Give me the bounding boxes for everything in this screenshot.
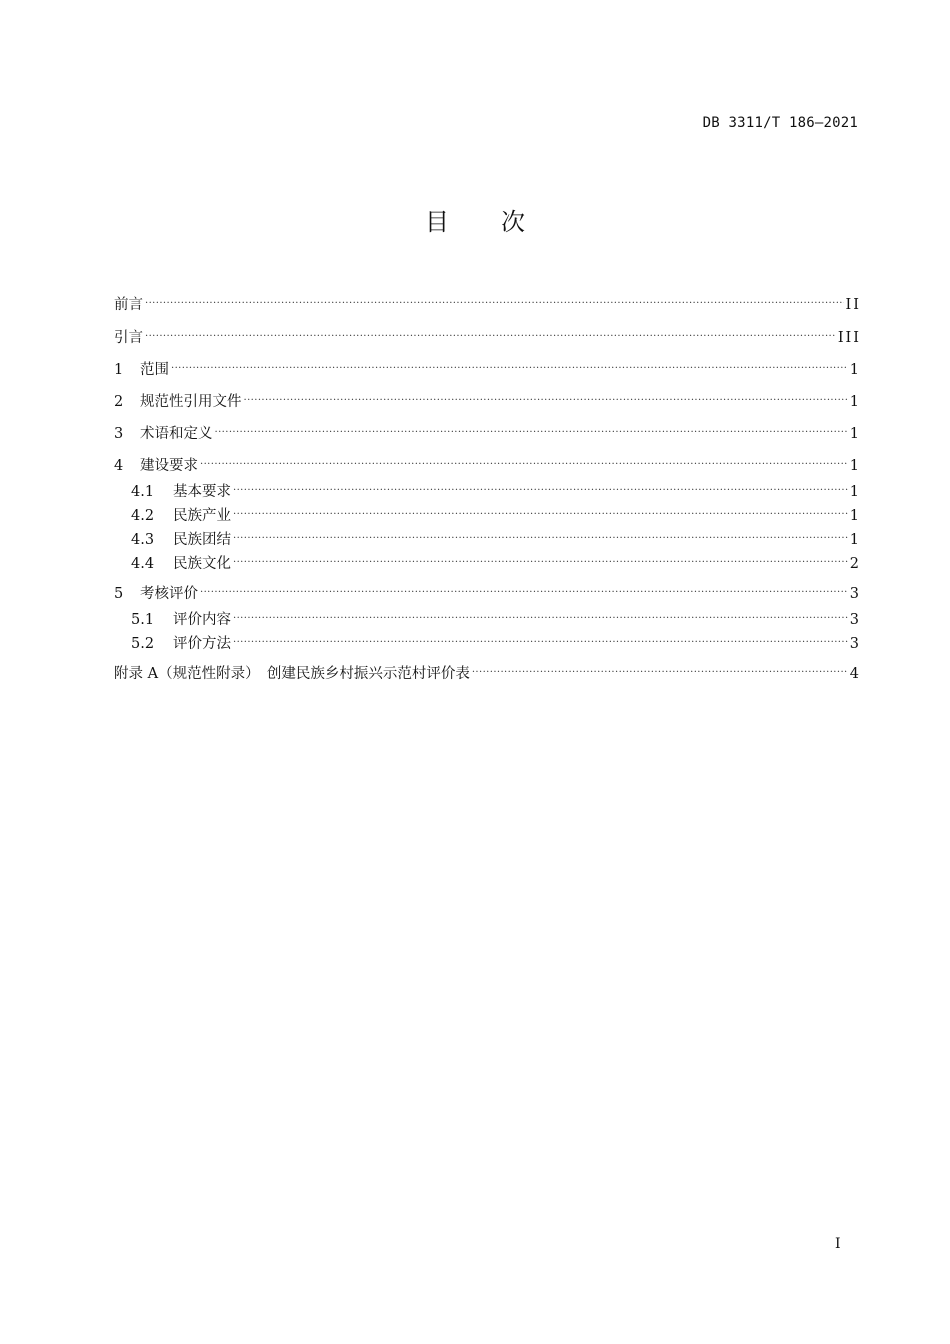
toc-leader-dots [233,600,848,624]
toc-entry-evaluation-method[interactable] [131,624,861,652]
page-number: I [835,1236,841,1252]
toc-entry-number: 2 [114,394,124,410]
toc-entry-number: 4.3 [131,532,155,548]
toc-entry-number: 5 [114,586,124,602]
toc-leader-dots [233,624,848,648]
toc-entry-introduction[interactable] [114,318,861,346]
toc-entry-basic-requirements[interactable] [131,472,861,500]
toc-entry-text: 引言 [114,330,143,346]
toc-leader-dots [215,414,848,438]
toc-entry-number: 5.1 [131,612,155,628]
toc-entry-text: 民族文化 [173,556,231,572]
toc-leader-dots [233,544,848,568]
toc-entry-number: 4.2 [131,508,155,524]
toc-entry-foreword[interactable] [114,285,861,313]
toc-entry-evaluation-content[interactable] [131,600,861,628]
toc-entry-page: 1 [849,484,861,500]
toc-leader-dots [244,382,848,406]
standard-code: DB 3311/T 186—2021 [702,115,858,131]
toc-leader-dots [233,520,848,544]
toc-leader-dots [200,446,848,470]
toc-entry-text: 民族产业 [173,508,231,524]
toc-entry-number: 4 [114,458,124,474]
toc-leader-dots [145,285,844,309]
toc-entry-terms-definitions[interactable] [114,414,861,442]
toc-entry-page: 1 [849,394,861,410]
toc-entry-number: 3 [114,426,124,442]
toc-entry-text: 基本要求 [173,484,231,500]
toc-entry-text: 规范性引用文件 [140,394,242,410]
toc-entry-text: 前言 [114,297,143,313]
toc-entry-ethnic-industry[interactable] [131,496,861,524]
toc-entry-text: 术语和定义 [140,426,213,442]
toc-entry-text: 评价内容 [173,612,231,628]
toc-entry-number: 5.2 [131,636,155,652]
toc-entry-page: 3 [849,636,861,652]
toc-entry-page: 1 [849,426,861,442]
toc-entry-text: 民族团结 [173,532,231,548]
toc-leader-dots [472,654,848,678]
toc-entry-number: 4.4 [131,556,155,572]
toc-entry-page: 4 [849,666,861,682]
toc-entry-assessment-evaluation[interactable] [114,574,861,602]
toc-entry-text: 评价方法 [173,636,231,652]
toc-entry-scope[interactable] [114,350,861,378]
toc-entry-text: 考核评价 [140,586,198,602]
toc-title [0,202,950,237]
toc-title-char-1: 目 [425,208,449,236]
toc-entry-normative-references[interactable] [114,382,861,410]
toc-entry-text: 建设要求 [140,458,198,474]
toc-entry-page: II [845,297,861,313]
toc-entry-page: 1 [849,458,861,474]
toc-entry-page: 3 [849,612,861,628]
toc-entry-text: 范围 [140,362,169,378]
toc-entry-page: 3 [849,586,861,602]
toc-entry-number: 4.1 [131,484,155,500]
toc-leader-dots [233,496,848,520]
toc-entry-appendix-a[interactable] [114,654,861,682]
toc-entry-ethnic-culture[interactable] [131,544,861,572]
toc-leader-dots [171,350,848,374]
toc-entry-text: 附录 A（规范性附录） 创建民族乡村振兴示范村评价表 [114,666,470,682]
toc-entry-page: 1 [849,532,861,548]
toc-leader-dots [233,472,848,496]
toc-entry-page: 1 [849,362,861,378]
toc-leader-dots [145,318,836,342]
toc-entry-construction-requirements[interactable] [114,446,861,474]
toc-entry-page: 2 [849,556,861,572]
toc-entry-page: 1 [849,508,861,524]
toc-entry-page: III [837,330,861,346]
toc-title-char-2: 次 [501,208,525,236]
toc-entry-number: 1 [114,362,124,378]
toc-leader-dots [200,574,848,598]
toc-entry-ethnic-unity[interactable] [131,520,861,548]
